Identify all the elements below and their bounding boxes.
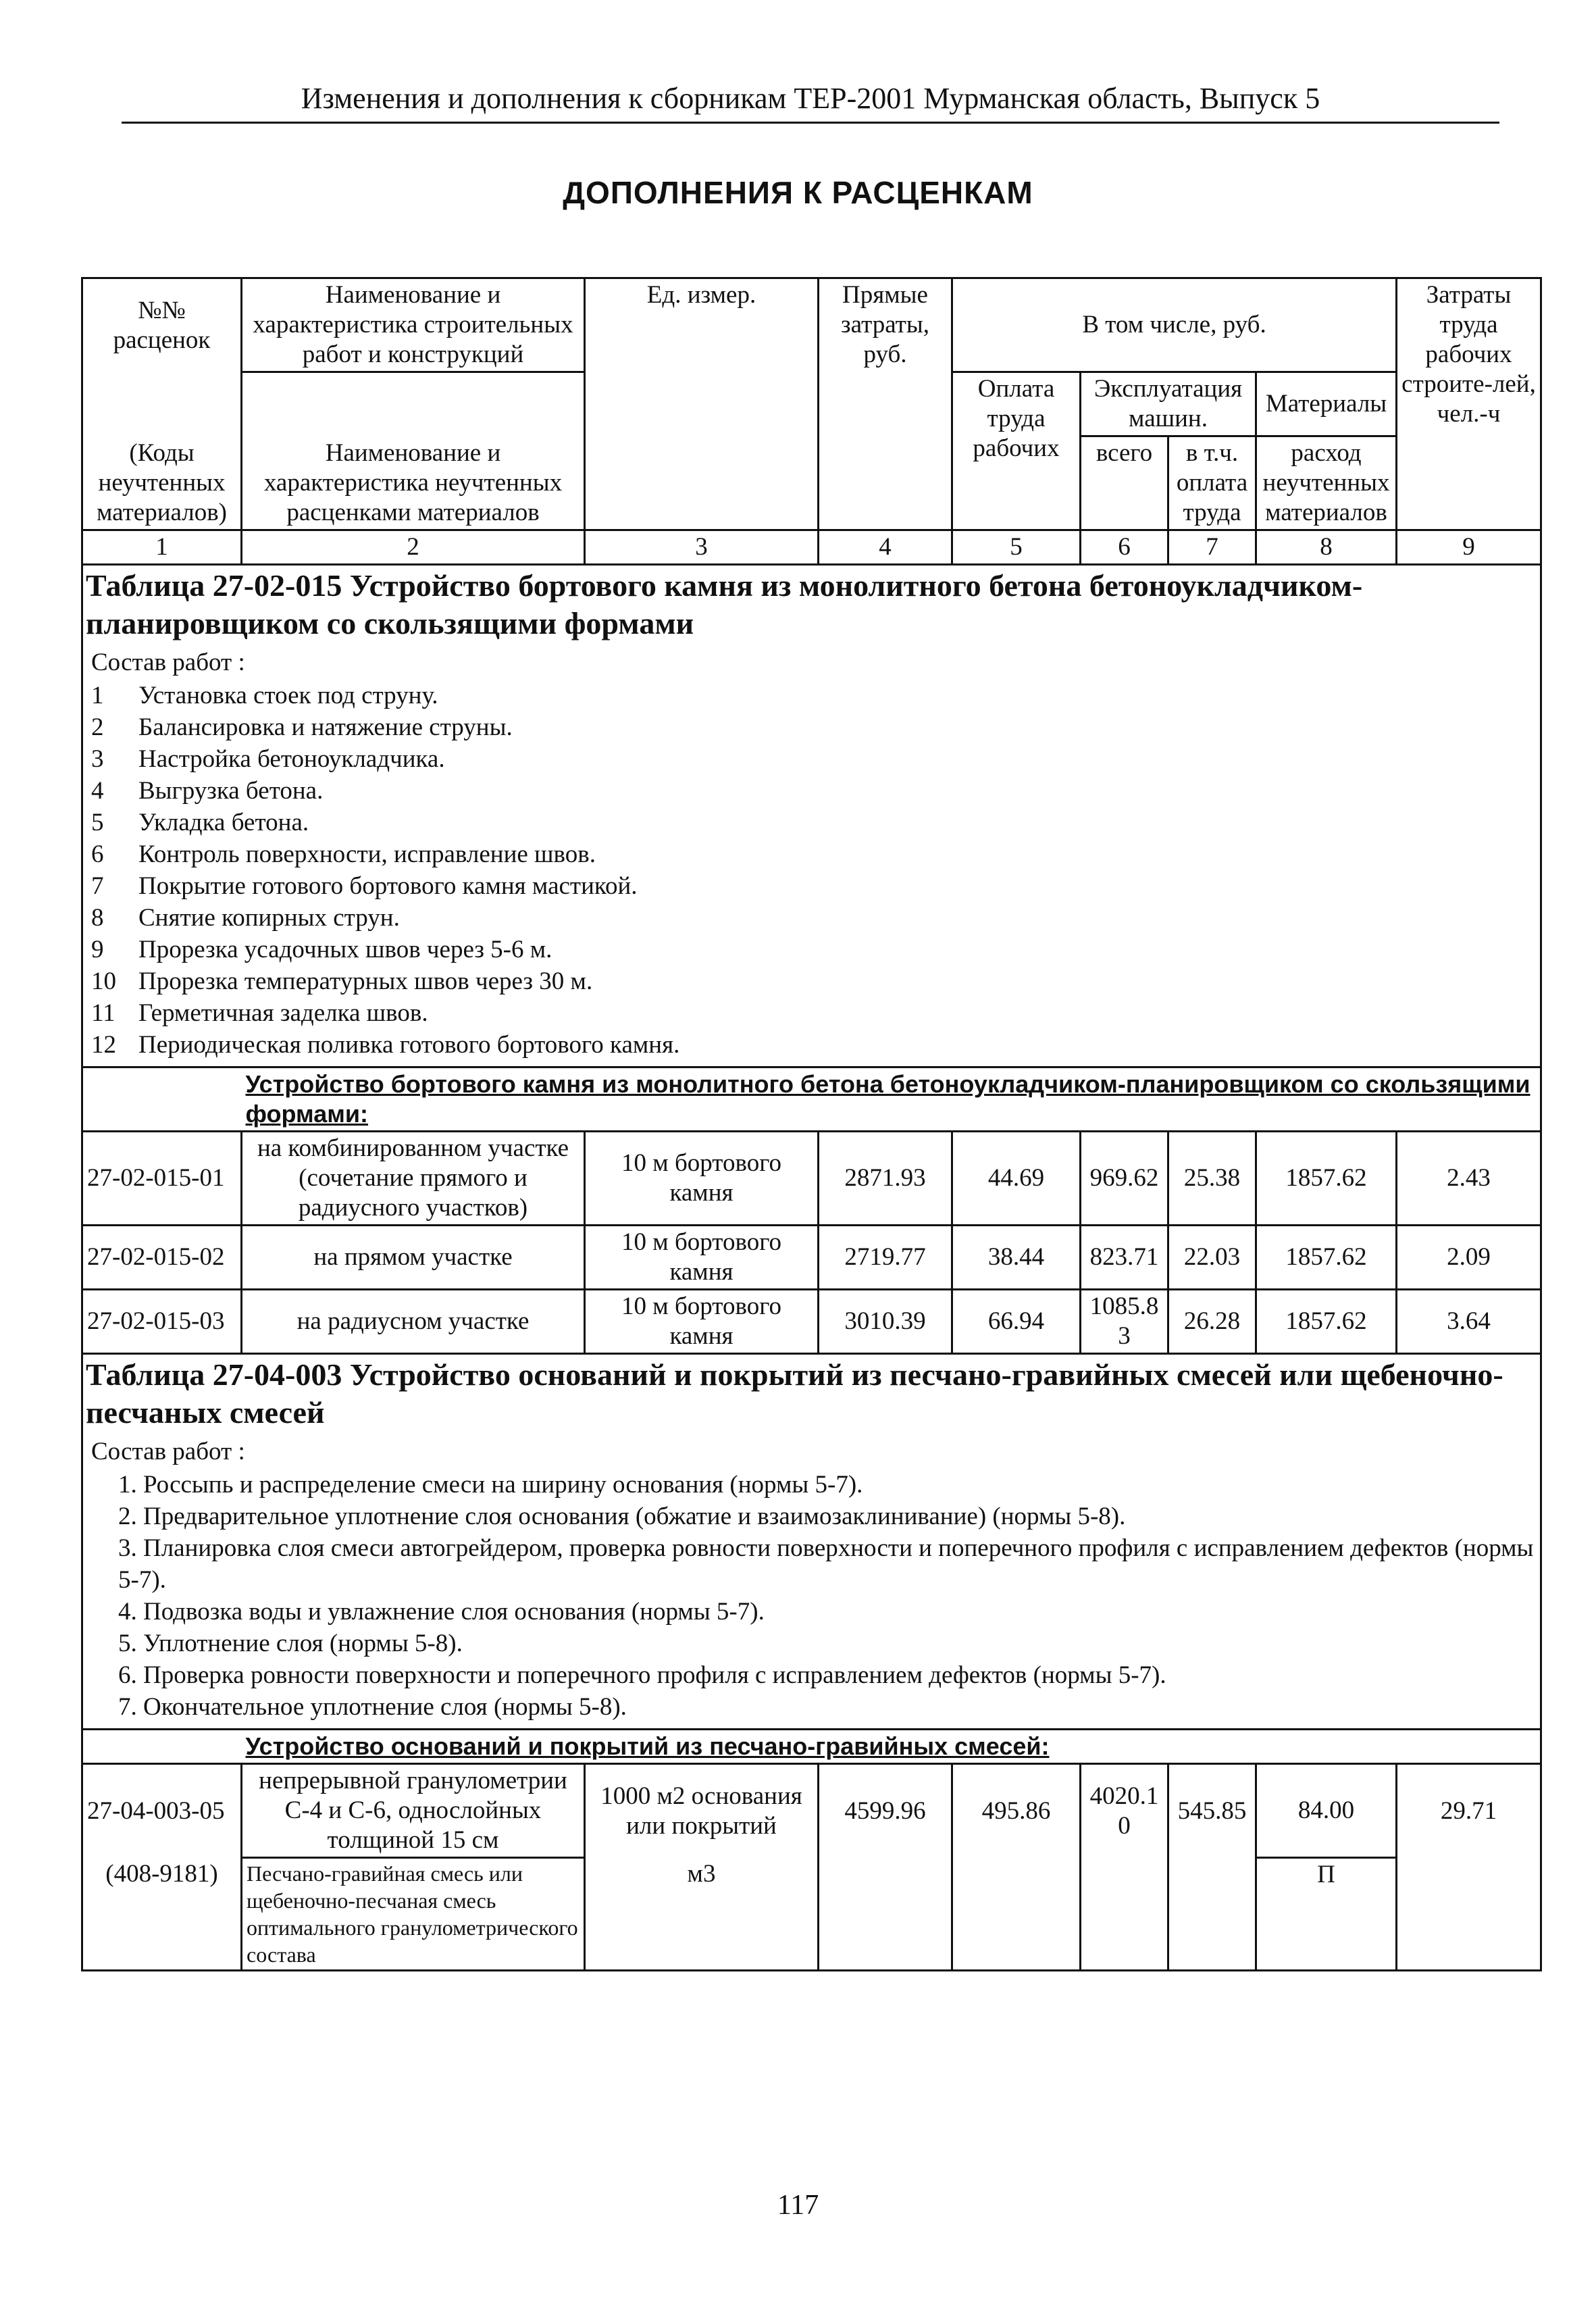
list-item: 4. Подвозка воды и увлажнение слоя основания (нормы 5-7). [118,1598,765,1626]
list-item: 12 Периодическая поливка готового бортового камня. [91,1031,680,1059]
materials-cost: 1857.62 [1256,1132,1397,1226]
works-list-27-04-003 [82,1433,1541,1730]
col6-header: всего [1081,436,1168,530]
material-quantity: П [1256,1858,1397,1971]
labor-hours: 29.71 [1397,1764,1541,1858]
list-item: 4 Выгрузка бетона. [91,777,324,805]
direct-cost: 2719.77 [819,1226,952,1290]
col9-header: Затраты труда рабочих строите-лей, чел.-ч [1397,278,1541,530]
list-item: 7. Окончательное уплотнение слоя (нормы 5-8). [118,1693,627,1721]
list-item: 7 Покрытие готового бортового камня мастикой. [91,872,638,900]
column-number: 8 [1256,530,1397,565]
works-row [82,644,1541,1067]
machine-labor-cost: 22.03 [1168,1226,1256,1290]
labor-hours: 2.09 [1397,1226,1541,1290]
page-header: Изменения и дополнения к сборникам ТЕР-2001 Мурманская область, Выпуск 5 [122,80,1499,124]
direct-cost: 4599.96 [819,1764,952,1858]
rate-unit: 1000 м2 основания или покрытий [585,1764,819,1858]
rate-name: на комбинированном участке (сочетание прямого и радиусного участков) [242,1132,585,1226]
labor-hours: 3.64 [1397,1290,1541,1354]
works-title: Состав работ : [91,649,245,676]
rate-code: 27-04-003-05 [82,1764,242,1858]
rate-unit: 10 м бортового камня [585,1226,819,1290]
rate-code: 27-02-015-02 [82,1226,242,1290]
labor-cost: 495.86 [952,1764,1081,1858]
list-item: 5. Уплотнение слоя (нормы 5-8). [118,1630,463,1657]
list-item: 2 Балансировка и натяжение струны. [91,713,513,741]
machine-labor-cost: 25.38 [1168,1132,1256,1226]
group-header: В том числе, руб. [952,278,1397,372]
col3-header: Ед. измер. [585,278,819,530]
col5-header: Оплата труда рабочих [952,372,1081,530]
list-item: 3 Настройка бетоноукладчика. [91,745,445,773]
table-row [82,1132,1541,1226]
materials-cost: 84.00 [1256,1764,1397,1858]
rates-table [81,277,1542,1971]
material-row [82,1858,1541,1971]
list-item: 11 Герметичная заделка швов. [91,999,428,1027]
rate-name: на радиусном участке [242,1290,585,1354]
material-name: Песчано-гравийная смесь или щебеночно-песчаная смесь оптимального гранулометрического состава [242,1858,585,1971]
page-title: ДОПОЛНЕНИЯ К РАСЦЕНКАМ [563,175,1033,210]
col1-header-top: №№ расценок [82,278,242,372]
list-item: 8 Снятие копирных струн. [91,904,400,932]
rate-code: 27-02-015-03 [82,1290,242,1354]
labor-cost: 66.94 [952,1290,1081,1354]
column-number: 1 [82,530,242,565]
column-number: 4 [819,530,952,565]
direct-cost: 2871.93 [819,1132,952,1226]
column-numbers-row [82,530,1541,565]
machine-cost: 969.62 [1081,1132,1168,1226]
machine-labor-cost: 26.28 [1168,1290,1256,1354]
works-row [82,1433,1541,1730]
list-item: 1. Россыпь и распределение смеси на ширину основания (нормы 5-7). [118,1471,863,1499]
subhead-27-02-015: Устройство бортового камня из монолитного бетона бетоноукладчиком-планировщиком со скользящими формами: [242,1067,1541,1132]
materials-cost: 1857.62 [1256,1226,1397,1290]
material-code: (408-9181) [82,1858,242,1971]
list-item: 6. Проверка ровности поверхности и поперечного профиля с исправлением дефектов (нормы 5-7). [118,1661,1166,1689]
works-title: Состав работ : [91,1438,245,1465]
section-title-27-02-015: Таблица 27-02-015 Устройство бортового камня из монолитного бетона бетоноукладчиком-планировщиком со скользящими формами [82,565,1541,645]
page-number: 117 [777,2190,819,2221]
list-item: 3. Планировка слоя смеси автогрейдером, проверка ровности поверхности и поперечного профиля с исправлением дефектов (нормы 5-7). [118,1534,1534,1594]
col7-header: в т.ч. оплата труда [1168,436,1256,530]
labor-hours: 2.43 [1397,1132,1541,1226]
col2-header-bottom: Наименование и характеристика неучтенных расценками материалов [242,372,585,530]
subhead-row [82,1730,1541,1764]
machine-cost: 823.71 [1081,1226,1168,1290]
list-item: 9 Прорезка усадочных швов через 5-6 м. [91,936,552,963]
direct-cost: 3010.39 [819,1290,952,1354]
labor-cost: 38.44 [952,1226,1081,1290]
section-title-row [82,1354,1541,1434]
list-item: 2. Предварительное уплотнение слоя основания (обжатие и взаимозаклинивание) (нормы 5-8). [118,1503,1126,1530]
col4-header: Прямые затраты, руб. [819,278,952,530]
materials-cost: 1857.62 [1256,1290,1397,1354]
machine-labor-cost: 545.85 [1168,1764,1256,1858]
table-row [82,1290,1541,1354]
subhead-27-04-003: Устройство оснований и покрытий из песчано-гравийных смесей: [242,1730,1541,1764]
machines-header: Эксплуатация машин. [1081,372,1256,436]
col1-header-bottom: (Коды неучтенных материалов) [82,372,242,530]
list-item: 1 Установка стоек под струну. [91,682,438,709]
header-row-1 [82,278,1541,372]
col2-header-top: Наименование и характеристика строительных работ и конструкций [242,278,585,372]
works-list-27-02-015 [82,644,1541,1067]
column-number: 5 [952,530,1081,565]
table-row [82,1226,1541,1290]
machine-cost: 1085.83 [1081,1290,1168,1354]
labor-cost: 44.69 [952,1132,1081,1226]
rate-name: непрерывной гранулометрии С-4 и С-6, однослойных толщиной 15 см [242,1764,585,1858]
table-row [82,1764,1541,1858]
list-item: 5 Укладка бетона. [91,809,309,836]
column-number: 6 [1081,530,1168,565]
column-number: 3 [585,530,819,565]
rate-unit: 10 м бортового камня [585,1290,819,1354]
col8-header-top: Материалы [1256,372,1397,436]
col8-header-bottom: расход неучтенных материалов [1256,436,1397,530]
material-unit: м3 [585,1858,819,1971]
section-title-27-04-003: Таблица 27-04-003 Устройство оснований и покрытий из песчано-гравийных смесей или щебеночно-песчаных смесей [82,1354,1541,1434]
column-number: 9 [1397,530,1541,565]
list-item: 10 Прорезка температурных швов через 30 м. [91,967,593,995]
subhead-row [82,1067,1541,1132]
section-title-row [82,565,1541,645]
rate-code: 27-02-015-01 [82,1132,242,1226]
rate-unit: 10 м бортового камня [585,1132,819,1226]
rate-name: на прямом участке [242,1226,585,1290]
column-number: 7 [1168,530,1256,565]
machine-cost: 4020.10 [1081,1764,1168,1858]
list-item: 6 Контроль поверхности, исправление швов. [91,840,596,868]
column-number: 2 [242,530,585,565]
